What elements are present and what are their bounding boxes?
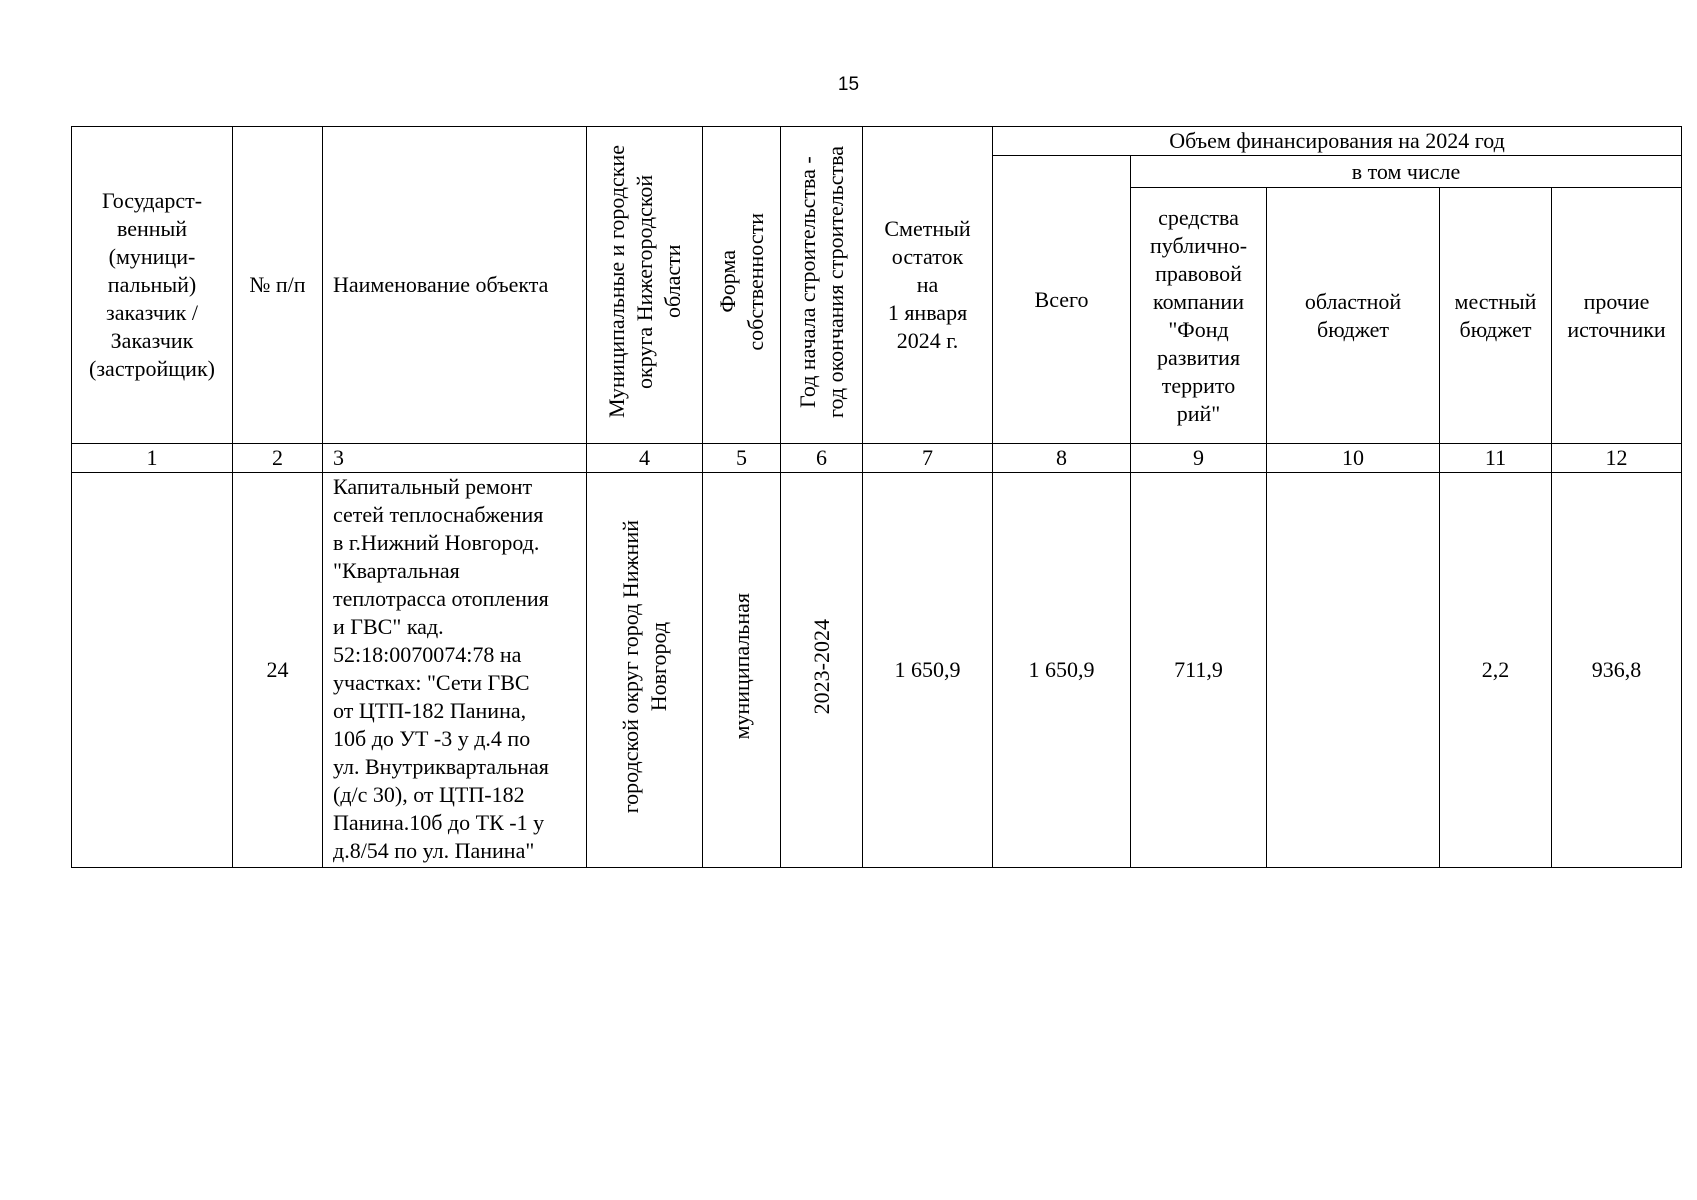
header-ownership-text: Форма собственности — [714, 212, 768, 351]
table-row — [72, 473, 1682, 868]
header-municipality — [587, 127, 703, 444]
header-row-1 — [72, 127, 1682, 156]
header-fund: средства публично- правовой компании "Фонд развития террито рий" — [1131, 188, 1267, 444]
header-other: прочие источники — [1552, 188, 1682, 444]
row-municipality — [587, 473, 703, 868]
row-total: 1 650,9 — [993, 473, 1131, 868]
header-estimate: Сметный остаток на 1 января 2024 г. — [863, 127, 993, 444]
column-number: 2 — [233, 444, 323, 473]
row-years — [781, 473, 863, 868]
column-number: 5 — [703, 444, 781, 473]
row-other: 936,8 — [1552, 473, 1682, 868]
row-local: 2,2 — [1440, 473, 1552, 868]
row-customer — [72, 473, 233, 868]
row-regional — [1267, 473, 1440, 868]
header-including: в том числе — [1131, 156, 1682, 188]
column-number: 6 — [781, 444, 863, 473]
financing-table — [71, 126, 1682, 868]
header-regional: областной бюджет — [1267, 188, 1440, 444]
header-years — [781, 127, 863, 444]
header-municipality-text: Муниципальные и городские округа Нижегородской области — [603, 145, 685, 418]
column-numbers-row — [72, 444, 1682, 473]
header-customer: Государст- венный (муници- пальный) заказчик / Заказчик (застройщик) — [72, 127, 233, 444]
column-number: 7 — [863, 444, 993, 473]
column-number: 1 — [72, 444, 233, 473]
row-number: 24 — [233, 473, 323, 868]
column-number: 3 — [323, 444, 587, 473]
row-estimate: 1 650,9 — [863, 473, 993, 868]
header-ownership — [703, 127, 781, 444]
header-funding-title: Объем финансирования на 2024 год — [993, 127, 1682, 156]
header-total: Всего — [993, 156, 1131, 444]
row-ownership — [703, 473, 781, 868]
column-number: 8 — [993, 444, 1131, 473]
row-ownership-text: муниципальная — [728, 593, 754, 740]
row-object-name: Капитальный ремонт сетей теплоснабжения в г.Нижний Новгород. "Квартальная теплотрасса отопления и ГВС" кад. 52:18:0070074:78 на участках: "Сети ГВС от ЦТП-182 Панина, 10б до УТ -3 у д.4 по ул. Внутриквартальная (д/с 30), от ЦТП-182 Панина.10б до ТК -1 у д.8/54 по ул. Панина" — [323, 473, 587, 868]
row-municipality-text: городской округ город Нижний Новгород — [617, 519, 671, 814]
column-number: 12 — [1552, 444, 1682, 473]
page-number: 15 — [837, 74, 860, 95]
header-years-text: Год начала строительства - год окончания строительства — [794, 145, 848, 418]
column-number: 9 — [1131, 444, 1267, 473]
row-fund: 711,9 — [1131, 473, 1267, 868]
column-number: 10 — [1267, 444, 1440, 473]
column-number: 4 — [587, 444, 703, 473]
header-number: № п/п — [233, 127, 323, 444]
header-local: местный бюджет — [1440, 188, 1552, 444]
row-years-text: 2023-2024 — [808, 618, 834, 715]
column-number: 11 — [1440, 444, 1552, 473]
header-object-name: Наименование объекта — [323, 127, 587, 444]
